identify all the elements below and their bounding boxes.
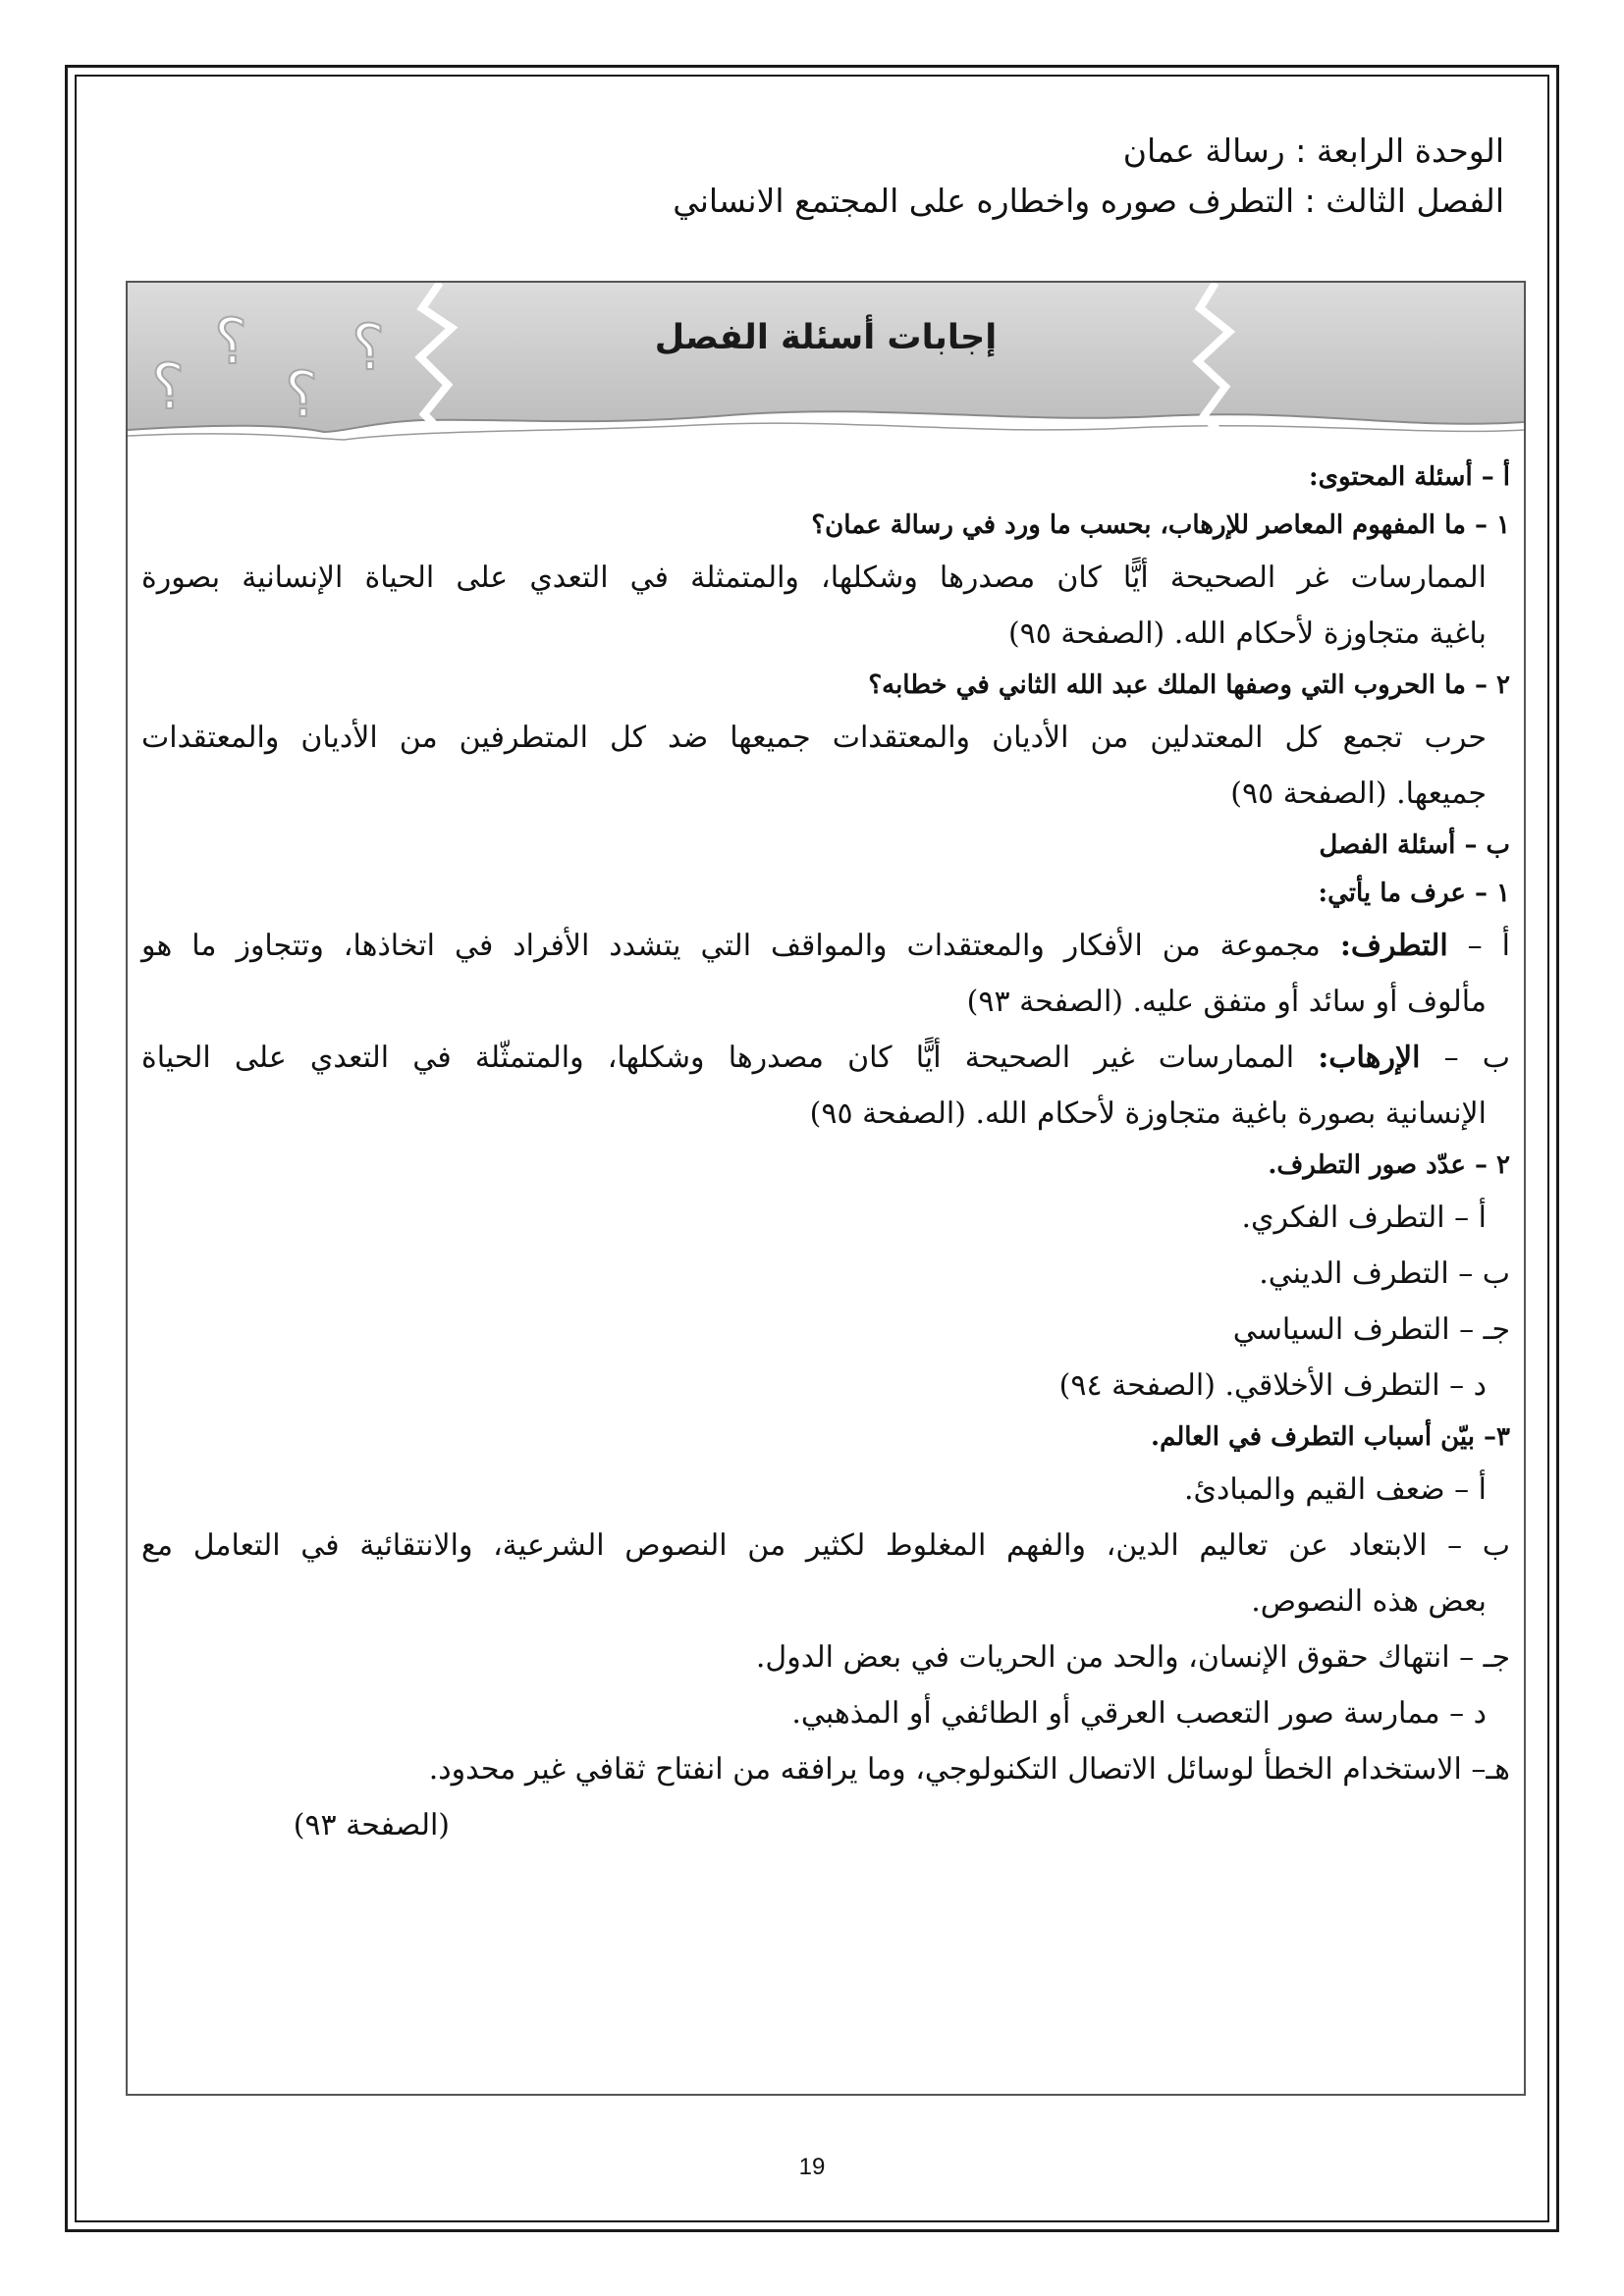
banner (128, 283, 1524, 450)
question-4: ٢ – عدّد صور التطرف. (1268, 1150, 1510, 1180)
definition-1-line-2: مألوف أو سائد أو متفق عليه. (الصفحة ٩٣) (966, 985, 1487, 1019)
question-mark-icon: ؟ (352, 312, 385, 385)
section-a-heading: أ – أسئلة المحتوى: (1309, 462, 1510, 492)
answers-box (126, 281, 1526, 2096)
banner-graphic (128, 283, 1524, 450)
definition-1-line-1 (141, 918, 1510, 974)
cause-item-2-line-2: بعض هذه النصوص. (1251, 1584, 1487, 1619)
answer-2-line-2: جميعها. (الصفحة ٩٥) (1230, 776, 1487, 811)
question-mark-icon: ؟ (285, 359, 318, 432)
definition-2-line-1 (141, 1030, 1510, 1086)
form-item-1: أ – التطرف الفكري. (1241, 1201, 1487, 1235)
definition-2-line-2: الإنسانية بصورة باغية متجاوزة لأحكام الله. (الصفحة ٩٥) (809, 1096, 1487, 1131)
answers-content (141, 454, 1510, 1853)
cause-item-5-reference: (الصفحة ٩٣) (293, 1808, 450, 1842)
form-item-3: جـ – التطرف السياسي (1232, 1312, 1510, 1347)
cause-item-3: جـ – انتهاك حقوق الإنسان، والحد من الحريات في بعض الدول. (755, 1640, 1510, 1675)
question-3: ١ – عرف ما يأتي: (1318, 879, 1510, 908)
definition-2-text: الممارسات غير الصحيحة أيًّا كان مصدرها وشكلها، والمتمثّلة في التعدي على الحياة (141, 1041, 1319, 1075)
question-1: ١ – ما المفهوم المعاصر للإرهاب، بحسب ما ورد في رسالة عمان؟ (811, 510, 1510, 540)
definition-2-prefix: ب – (1420, 1041, 1510, 1075)
cause-item-4: د – ممارسة صور التعصب العرقي أو الطائفي أو المذهبي. (791, 1696, 1487, 1731)
cause-item-5: هـ– الاستخدام الخطأ لوسائل الاتصال التكنولوجي، وما يرافقه من انفتاح ثقافي غير محدود. (428, 1752, 1510, 1787)
definition-1-prefix: أ – (1447, 929, 1510, 963)
banner-title: إجابات أسئلة الفصل (654, 318, 998, 357)
question-mark-icon: ؟ (214, 306, 247, 379)
cause-item-2-line-1: ب – الابتعاد عن تعاليم الدين، والفهم المغلوط لكثير من النصوص الشرعية، والانتقائية في التعامل مع (141, 1528, 1510, 1563)
definition-1-term: التطرف: (1339, 929, 1448, 963)
form-item-2: ب – التطرف الديني. (1259, 1256, 1510, 1291)
unit-title: الوحدة الرابعة : رسالة عمان (1122, 132, 1504, 170)
page-header (326, 126, 1504, 226)
section-b-heading: ب – أسئلة الفصل (1319, 830, 1510, 860)
form-item-4: د – التطرف الأخلاقي. (الصفحة ٩٤) (1058, 1368, 1487, 1403)
question-mark-icon: ؟ (151, 351, 185, 424)
cause-item-1: أ – ضعف القيم والمبادئ. (1183, 1472, 1487, 1507)
answer-2-line-1: حرب تجمع كل المعتدلين من الأديان والمعتقدات جميعها ضد كل المتطرفين من الأديان والمعتقدات (141, 721, 1487, 755)
definition-2-term: الإرهاب: (1318, 1041, 1421, 1075)
question-5: ٣– بيّن أسباب التطرف في العالم. (1151, 1422, 1510, 1452)
question-2: ٢ – ما الحروب التي وصفها الملك عبد الله الثاني في خطابه؟ (868, 670, 1510, 700)
answer-1-line-2: باغية متجاوزة لأحكام الله. (الصفحة ٩٥) (1007, 616, 1487, 651)
answer-1-line-1: الممارسات غر الصحيحة أيًّا كان مصدرها وشكلها، والمتمثلة في التعدي على الحياة الإنسانية بصورة (141, 561, 1487, 595)
definition-1-text: مجموعة من الأفكار والمعتقدات والمواقف التي يتشدد الأفراد في اتخاذها، وتتجاوز ما هو (141, 929, 1340, 963)
page-number: 19 (798, 2154, 826, 2180)
chapter-title: الفصل الثالث : التطرف صوره واخطاره على المجتمع الانساني (673, 182, 1504, 220)
